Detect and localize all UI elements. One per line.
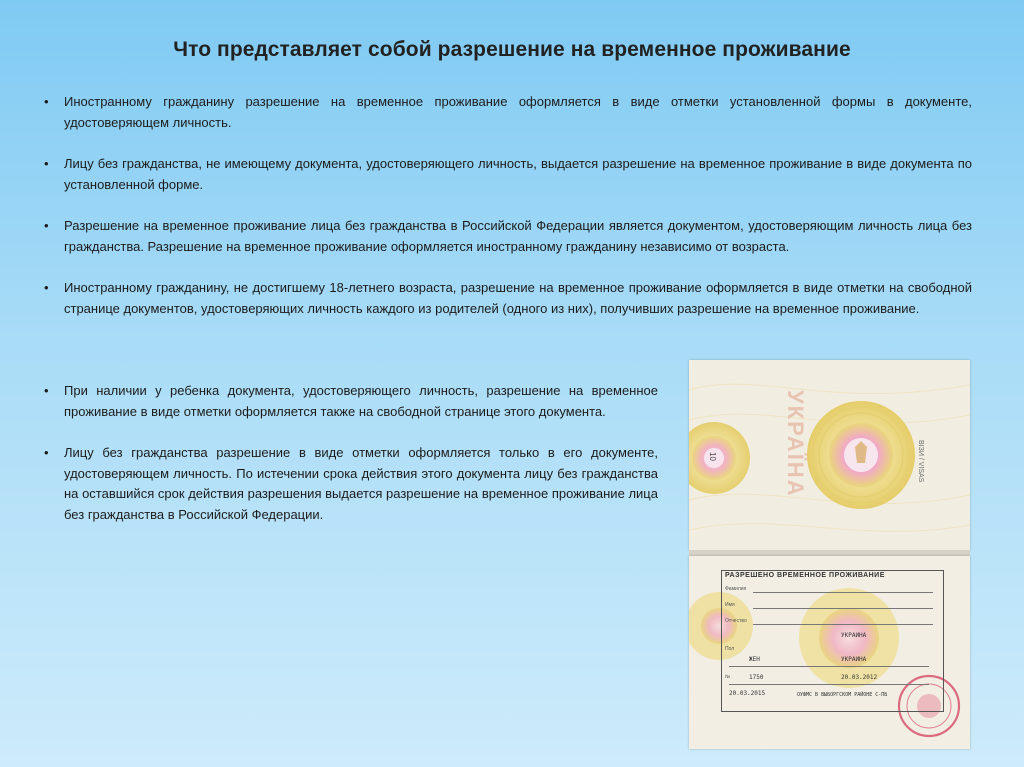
stamp-date-valid: 20.03.2015	[729, 690, 766, 697]
stamp-date-issued: 20.03.2012	[841, 674, 878, 681]
stamp-header: РАЗРЕШЕНО ВРЕМЕННОЕ ПРОЖИВАНИЕ	[725, 572, 885, 579]
stamp-country-2: УКРАИНА	[841, 656, 867, 663]
passport-stamp-page	[689, 556, 970, 749]
bullet-item: • Разрешение на временное проживание лица без гражданства в Российской Федерации является документом, удостоверяющим личность лица без гражданства. Разрешение на временное проживание оформляется иностранному гражданину независимо от возраста.	[44, 216, 972, 257]
bullet-list-top	[44, 92, 972, 340]
bullet-item: • Лицу без гражданства разрешение в виде отметки оформляется только в его документе, удостоверяющем личность. По истечении срока действия этого документа лицу без гражданства на оставшийся срок действия разрешения выдается разрешение на временное проживание лица без гражданства в Российской Федерации.	[44, 443, 658, 525]
stamp-label-patronymic: Отчество	[725, 618, 747, 624]
stamp-label-surname: Фамилия	[725, 586, 747, 592]
stamp-line	[753, 624, 933, 625]
rosette-right-icon	[807, 401, 915, 509]
stamp-number: 1750	[749, 674, 764, 681]
stamp-country: УКРАИНА	[841, 632, 867, 639]
passport-page-image	[689, 360, 970, 749]
bullet-item: • Лицу без гражданства, не имеющему документа, удостоверяющего личность, выдается разрешение на временное проживание в виде документа по установленной форме.	[44, 154, 972, 195]
passport-visa-page	[689, 360, 970, 550]
stamp-line	[729, 666, 929, 667]
stamp-line	[753, 608, 933, 609]
bullet-item: • При наличии у ребенка документа, удостоверяющего личность, разрешение на временное проживание в виде отметки оформляется также на свободной странице этого документа.	[44, 381, 658, 422]
stamp-authority: ОУФМС В ВЫБОРГСКОМ РАЙОНЕ С-ПБ	[797, 692, 888, 698]
slide-title: Что представляет собой разрешение на временное проживание	[173, 38, 851, 61]
stamp-label-name: Имя	[725, 602, 735, 608]
stamp-line	[753, 592, 933, 593]
bullet-list-bottom	[44, 381, 658, 546]
visa-page-graphics	[689, 360, 970, 550]
country-watermark: УКРАЇНА	[783, 390, 808, 498]
stamp-label-sex: Пол	[725, 646, 735, 652]
page-number: 10	[708, 452, 717, 461]
visas-label: ВІЗИ / VISAS	[917, 440, 924, 483]
bullet-item: • Иностранному гражданину, не достигшему 18-летнего возраста, разрешение на временное проживание оформляется в виде отметки на свободной странице документов, удостоверяющих личность каждого из родителей (одного из них), получивших разрешение на временное проживание.	[44, 278, 972, 319]
stamp-sex: ЖЕН	[749, 656, 760, 663]
stamp-line	[729, 684, 929, 685]
bullet-item: • Иностранному гражданину разрешение на временное проживание оформляется в виде отметки установленной формы в документе, удостоверяющем личность.	[44, 92, 972, 133]
stamp-label-number: №	[725, 674, 731, 680]
